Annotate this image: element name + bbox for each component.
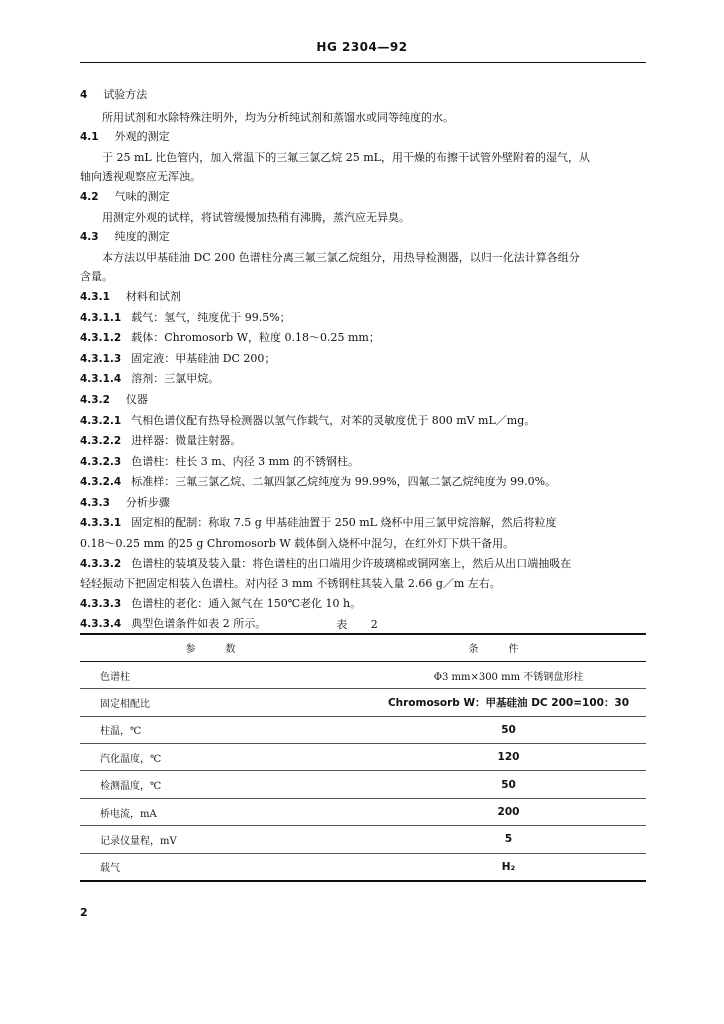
section-4-3-heading xyxy=(80,227,646,248)
parameter-cell: 固定相配比 xyxy=(80,689,371,716)
parameter-cell: 检测温度，℃ xyxy=(80,771,371,798)
section-4-3-2-heading xyxy=(80,390,646,411)
section-number: 4.1 xyxy=(80,131,99,144)
table-row xyxy=(80,771,646,798)
paragraph-line: 于 25 mL 比色管内，加入常温下的三氟三氯乙烷 25 mL，用干燥的布擦干试管外壁附着的湿气，从 xyxy=(102,150,590,164)
parameter-cell: 色谱柱 xyxy=(80,661,371,688)
clause-number: 4.3.2.1 xyxy=(80,414,122,427)
clause-text: 标准样：三氟三氯乙烷、二氟四氯乙烷纯度为 99.99%，四氟二氯乙烷纯度为 99.0%。 xyxy=(131,475,557,489)
condition-cell: 50 xyxy=(371,716,646,743)
parameter-cell: 载气 xyxy=(80,853,371,881)
table-row xyxy=(80,798,646,825)
clause-number: 4.3.2.3 xyxy=(80,455,122,468)
section-title: 仪器 xyxy=(125,392,148,406)
condition-cell: Chromosorb W：甲基硅油 DC 200=100：30 xyxy=(371,689,646,716)
condition-cell: 50 xyxy=(371,771,646,798)
parameter-cell: 记录仪量程，mV xyxy=(80,826,371,853)
section-number: 4.3.1 xyxy=(80,290,110,303)
section-number: 4.3.3 xyxy=(80,496,110,509)
clause-text: 色谱柱：柱长 3 m、内径 3 mm 的不锈钢柱。 xyxy=(131,454,359,468)
clause-text: 典型色谱条件如表 2 所示。 xyxy=(131,617,267,631)
clause-4-3-3-1 xyxy=(80,513,646,534)
paragraph-line: 轻轻振动下把固定相装入色谱柱。对内径 3 mm 不锈钢柱其装入量 2.66 g／m 左右。 xyxy=(80,577,501,591)
clause-4-3-2-3 xyxy=(80,452,646,473)
clause-4-3-2-2 xyxy=(80,431,646,452)
section-4-2-heading xyxy=(80,187,646,208)
table-title: 表 2 xyxy=(336,618,388,631)
clause-number: 4.3.1.2 xyxy=(80,332,122,345)
clause-4-3-3-3 xyxy=(80,594,646,615)
condition-cell: 200 xyxy=(371,798,646,825)
clause-number: 4.3.3.4 xyxy=(80,618,122,631)
section-4-3-1-heading xyxy=(80,287,646,308)
section-title: 外观的测定 xyxy=(114,130,170,144)
section-number: 4.3 xyxy=(80,231,99,244)
header-rule xyxy=(80,62,646,63)
column-header-parameter: 参数 xyxy=(80,634,371,661)
clause-number: 4.3.3.1 xyxy=(80,517,122,530)
paragraph-line: 本方法以甲基硅油 DC 200 色谱柱分离三氟三氯乙烷组分，用热导检测器，以归一化法计算各组分 xyxy=(102,250,580,264)
paragraph-line: 0.18～0.25 mm 的25 g Chromosorb W 载体倒入烧杯中混匀，在红外灯下烘干备用。 xyxy=(80,537,515,551)
clause-text: 溶剂：三氯甲烷。 xyxy=(131,372,220,386)
section-title: 材料和试剂 xyxy=(125,289,181,303)
document-body xyxy=(80,85,646,635)
condition-cell: H₂ xyxy=(371,853,646,881)
clause-number: 4.3.3.3 xyxy=(80,597,122,610)
paragraph-line: 轴向透视观察应无浑浊。 xyxy=(80,170,201,184)
paragraph-line: 用测定外观的试样，将试管缓慢加热稍有沸腾，蒸汽应无异臭。 xyxy=(102,210,410,224)
paragraph-line: 含量。 xyxy=(80,270,113,284)
parameter-cell: 柱温，℃ xyxy=(80,716,371,743)
table-header-row xyxy=(80,634,646,661)
section-number: 4.3.2 xyxy=(80,393,110,406)
column-header-condition: 条件 xyxy=(371,634,646,661)
clause-4-3-1-1 xyxy=(80,308,646,329)
table-row xyxy=(80,853,646,881)
clause-4-3-1-2 xyxy=(80,328,646,349)
table-row xyxy=(80,661,646,688)
clause-4-3-1-4 xyxy=(80,369,646,390)
section-4-1-heading xyxy=(80,127,646,148)
condition-cell: 120 xyxy=(371,744,646,771)
clause-number: 4.3.2.2 xyxy=(80,435,122,448)
clause-text: 固定液：甲基硅油 DC 200； xyxy=(131,351,276,365)
table-row xyxy=(80,689,646,716)
clause-text: 固定相的配制：称取 7.5 g 甲基硅油置于 250 mL 烧杯中用三氯甲烷溶解，然后将粒度 xyxy=(131,516,557,530)
parameter-cell: 桥电流，mA xyxy=(80,798,371,825)
paragraph: 所用试剂和水除特殊注明外，均为分析纯试剂和蒸馏水或同等纯度的水。 xyxy=(102,110,454,124)
clause-4-3-2-4 xyxy=(80,472,646,493)
clause-4-3-2-1 xyxy=(80,411,646,432)
section-number: 4 xyxy=(80,89,88,101)
clause-4-3-1-3 xyxy=(80,349,646,370)
section-title: 试验方法 xyxy=(103,88,148,101)
section-title: 纯度的测定 xyxy=(114,230,170,244)
clause-text: 载气：氢气，纯度优于 99.5%； xyxy=(131,310,291,324)
section-number: 4.2 xyxy=(80,190,99,203)
condition-cell: 5 xyxy=(371,826,646,853)
clause-text: 载体：Chromosorb W，粒度 0.18～0.25 mm； xyxy=(131,331,380,345)
clause-number: 4.3.1.3 xyxy=(80,352,122,365)
section-title: 分析步骤 xyxy=(125,495,170,509)
clause-text: 色谱柱的老化：通入氮气在 150℃老化 10 h。 xyxy=(131,596,362,610)
section-title: 气味的测定 xyxy=(114,189,170,203)
standard-code-header: HG 2304—92 xyxy=(316,40,408,54)
condition-cell: Φ3 mm×300 mm 不锈钢盘形柱 xyxy=(371,661,646,688)
clause-number: 4.3.1.4 xyxy=(80,373,122,386)
clause-number: 4.3.3.2 xyxy=(80,557,122,570)
clause-4-3-3-2 xyxy=(80,554,646,575)
clause-text: 气相色谱仪配有热导检测器以氢气作载气，对苯的灵敏度优于 800 mV mL／mg。 xyxy=(131,413,536,427)
section-4-heading xyxy=(80,85,646,106)
clause-text: 色谱柱的装填及装入量：将色谱柱的出口端用少许玻璃棉或铜网塞上，然后从出口端抽吸在 xyxy=(131,556,572,570)
page-number: 2 xyxy=(80,906,88,919)
parameter-cell: 汽化温度，℃ xyxy=(80,744,371,771)
clause-number: 4.3.1.1 xyxy=(80,311,122,324)
section-4-3-3-heading xyxy=(80,493,646,514)
table-row xyxy=(80,716,646,743)
chromatographic-conditions-table xyxy=(80,633,646,882)
table-row xyxy=(80,744,646,771)
clause-text: 进样器：微量注射器。 xyxy=(131,434,242,448)
table-row xyxy=(80,826,646,853)
clause-number: 4.3.2.4 xyxy=(80,476,122,489)
